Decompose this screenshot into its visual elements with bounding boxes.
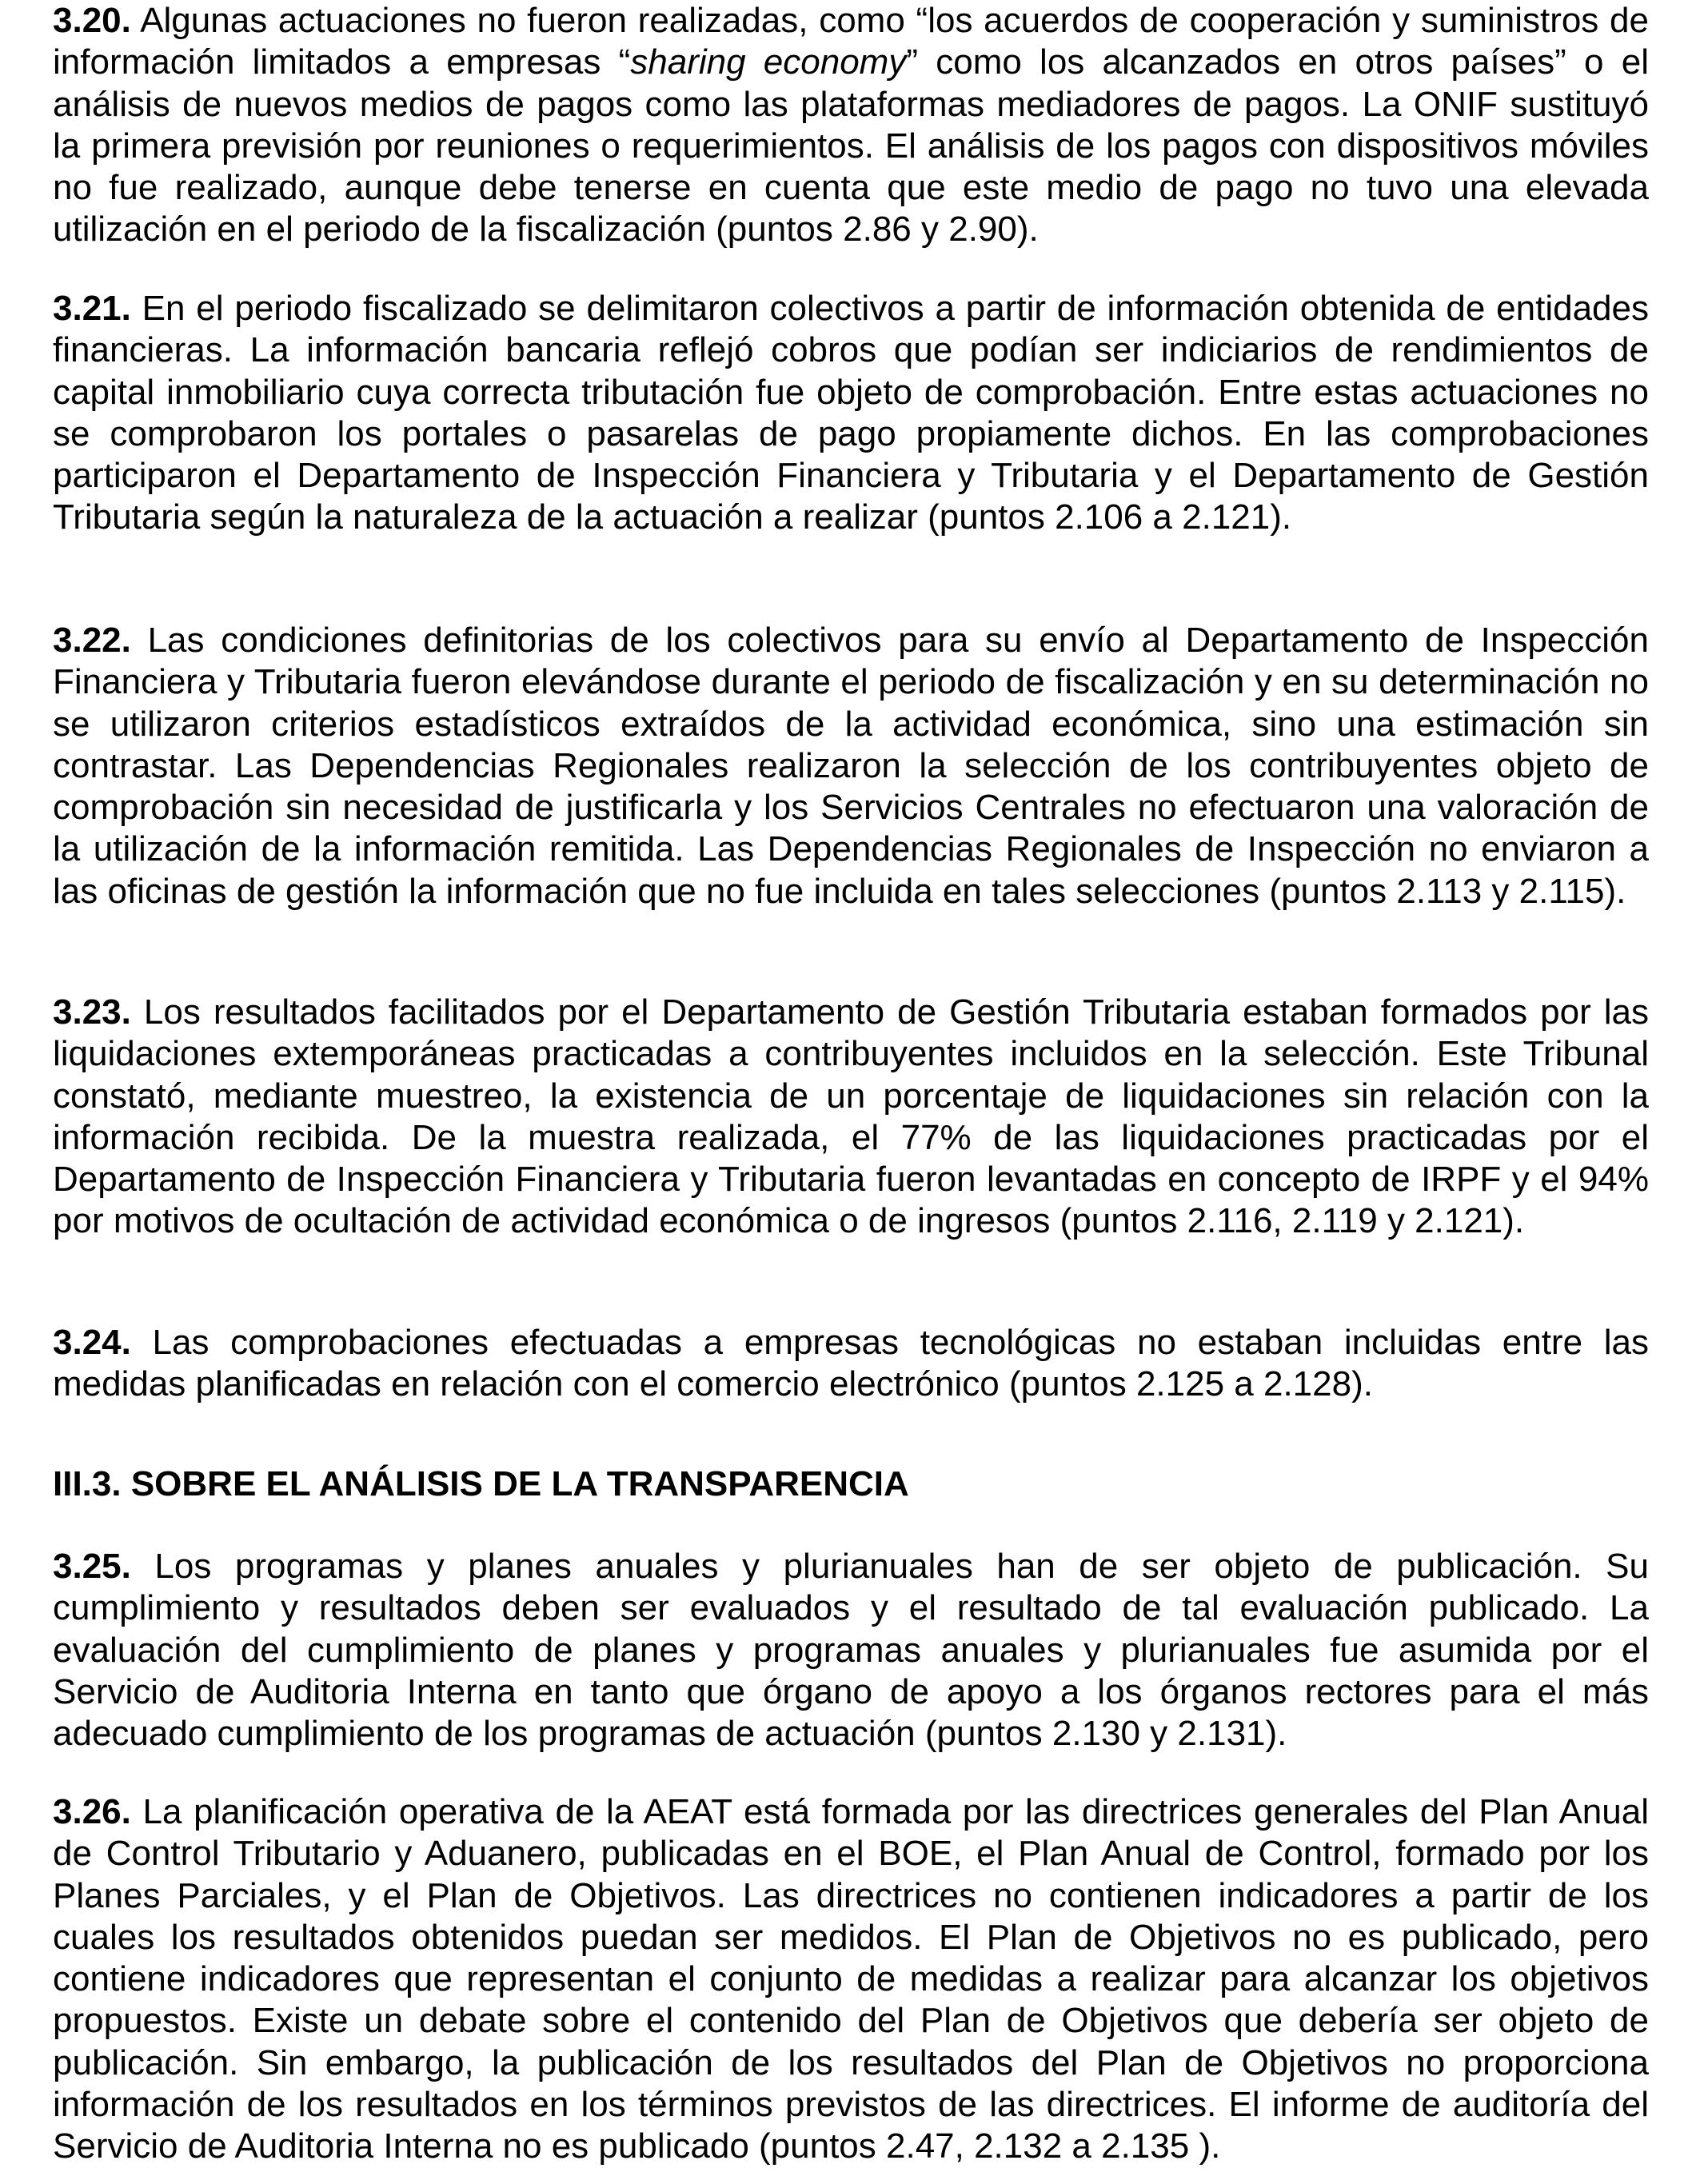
paragraph-3-23 bbox=[53, 992, 1649, 1243]
paragraph-text: ” como los alcanzados en otros países” o el análisis de nuevos medios de pagos como las plataformas mediadores de pagos. La ONIF sustituyó la primera previsión por reuniones o requerimientos. El análisis de los pagos con dispositivos móviles no fue realizado, aunque debe tenerse en cuenta que este medio de pago no tuvo una elevada utilización en el periodo de la fiscalización (puntos 2.86 y 2.90). bbox=[53, 42, 1649, 250]
paragraph-text: En el periodo fiscalizado se delimitaron colectivos a partir de información obtenida de entidades financieras. La información bancaria reflejó cobros que podían ser indiciarios de rendimientos de capital inmobiliario cuya correcta tributación fue objeto de comprobación. Entre estas actuaciones no se comprobaron los portales o pasarelas de pago propiamente dichos. En las comprobaciones participaron el Departamento de Inspección Financiera y Tributaria y el Departamento de Gestión Tributaria según la naturaleza de la actuación a realizar (puntos 2.106 a 2.121). bbox=[53, 289, 1649, 537]
paragraph-number: 3.22. bbox=[53, 621, 131, 660]
paragraph-text: La planificación operativa de la AEAT está formada por las directrices generales del Plan Anual de Control Tributario y Aduanero, publicadas en el BOE, el Plan Anual de Control, formado por los Planes Parciales, y el Plan de Objetivos. Las directrices no contienen indicadores a partir de los cuales los resultados obtenidos puedan ser medidos. El Plan de Objetivos no es publicado, pero contiene indicadores que representan el conjunto de medidas a realizar para alcanzar los objetivos propuestos. Existe un debate sobre el contenido del Plan de Objetivos que debería ser objeto de publicación. Sin embargo, la publicación de los resultados del Plan de Objetivos no proporciona información de los resultados en los términos previstos de las directrices. El informe de auditoría del Servicio de Auditoria Interna no es publicado (puntos 2.47, 2.132 a 2.135 ). bbox=[53, 1792, 1649, 2166]
paragraph-text: Algunas actuaciones no fueron realizadas, como “los acuerdos de cooperación y suministros de información limitados a empresas “ bbox=[53, 1, 1649, 82]
paragraph-number: 3.23. bbox=[53, 992, 131, 1032]
paragraph-3-22 bbox=[53, 620, 1649, 912]
paragraph-text: Las comprobaciones efectuadas a empresas tecnológicas no estaban incluidas entre las medidas planificadas en relación con el comercio electrónico (puntos 2.125 a 2.128). bbox=[53, 1323, 1649, 1404]
paragraph-3-25 bbox=[53, 1546, 1649, 1755]
paragraph-text: Los programas y planes anuales y plurianuales han de ser objeto de publicación. Su cumplimiento y resultados deben ser evaluados y el resultado de tal evaluación publicado. La evaluación del cumplimiento de planes y programas anuales y plurianuales fue asumida por el Servicio de Auditoria Interna en tanto que órgano de apoyo a los órganos rectores para el más adecuado cumplimiento de los programas de actuación (puntos 2.130 y 2.131). bbox=[53, 1547, 1649, 1754]
paragraph-3-20 bbox=[53, 0, 1649, 251]
paragraph-number: 3.20. bbox=[53, 1, 131, 40]
paragraph-number: 3.24. bbox=[53, 1323, 131, 1362]
paragraph-3-26 bbox=[53, 1791, 1649, 2168]
paragraph-text: Los resultados facilitados por el Departamento de Gestión Tributaria estaban formados por las liquidaciones extemporáneas practicadas a contribuyentes incluidos en la selección. Este Tribunal constató, mediante muestreo, la existencia de un porcentaje de liquidaciones sin relación con la información recibida. De la muestra realizada, el 77% de las liquidaciones practicadas por el Departamento de Inspección Financiera y Tributaria fueron levantadas en concepto de IRPF y el 94% por motivos de ocultación de actividad económica o de ingresos (puntos 2.116, 2.119 y 2.121). bbox=[53, 992, 1649, 1241]
paragraph-text: Las condiciones definitorias de los colectivos para su envío al Departamento de Inspección Financiera y Tributaria fueron elevándose durante el periodo de fiscalización y en su determinación no se utilizaron criterios estadísticos extraídos de la actividad económica, sino una estimación sin contrastar. Las Dependencias Regionales realizaron la selección de los contribuyentes objeto de comprobación sin necesidad de justificarla y los Servicios Centrales no efectuaron una valoración de la utilización de la información remitida. Las Dependencias Regionales de Inspección no enviaron a las oficinas de gestión la información que no fue incluida en tales selecciones (puntos 2.113 y 2.115). bbox=[53, 621, 1649, 911]
paragraph-number: 3.25. bbox=[53, 1547, 131, 1586]
paragraph-number: 3.26. bbox=[53, 1792, 131, 1831]
paragraph-3-24 bbox=[53, 1322, 1649, 1406]
paragraph-number: 3.21. bbox=[53, 289, 131, 328]
section-heading: III.3. SOBRE EL ANÁLISIS DE LA TRANSPARENCIA bbox=[53, 1464, 909, 1503]
paragraph-3-21 bbox=[53, 288, 1649, 539]
paragraph-italic-term: sharing economy bbox=[630, 42, 907, 82]
